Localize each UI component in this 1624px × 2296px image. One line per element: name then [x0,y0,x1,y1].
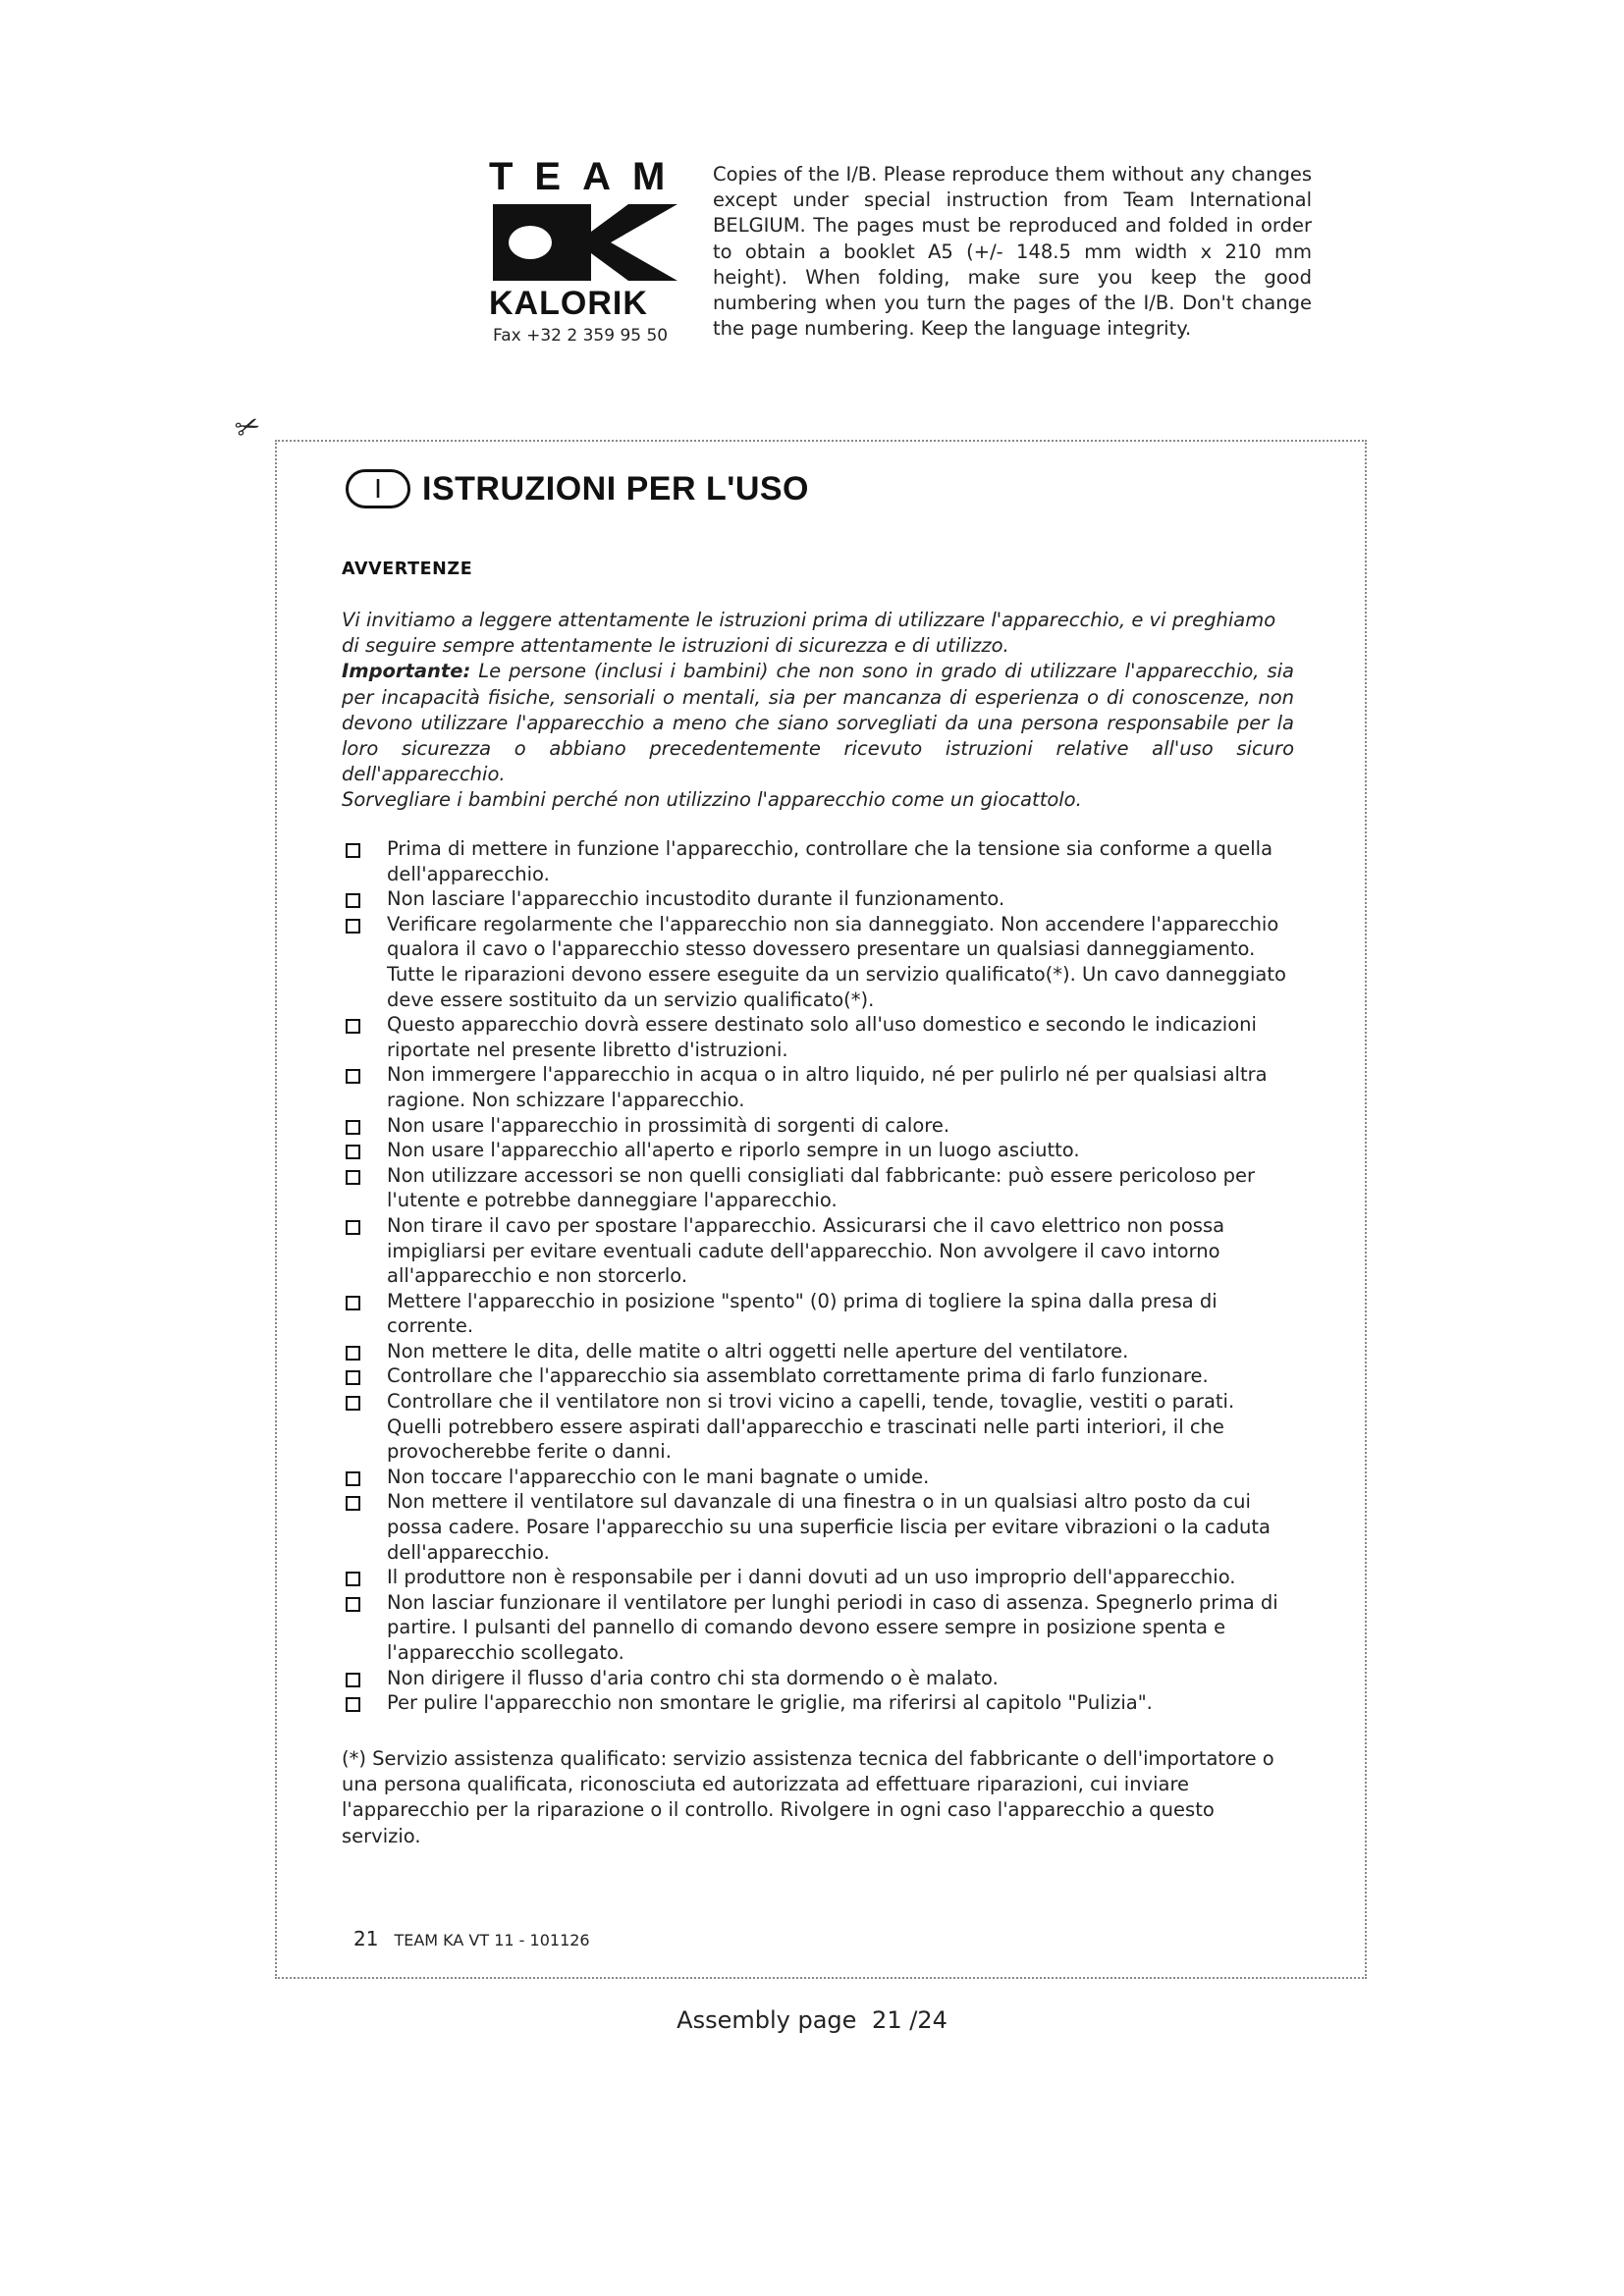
team-kalorik-logo [489,157,685,323]
logo-team-text: TEAM [489,155,687,198]
warning-item: Questo apparecchio dovrà essere destinato solo all'uso domestico e secondo le indicazioni riportate nel presente libretto d'istruzioni. [342,1012,1294,1062]
language-badge: I [346,469,410,508]
page-title: ISTRUZIONI PER L'USO [422,469,809,507]
intro-paragraph: Vi invitiamo a leggere attentamente le istruzioni prima di utilizzare l'apparecchio, e vi preghiamo di seguire sempre attentamente le istruzioni di sicurezza e di utilizzo. [342,609,1276,658]
warning-item: Non immergere l'apparecchio in acqua o in altro liquido, né per pulirlo né per qualsiasi altra ragione. Non schizzare l'apparecchio. [342,1062,1294,1112]
warning-item: Mettere l'apparecchio in posizione "spento" (0) prima di togliere la spina dalla presa di corrente. [342,1289,1294,1339]
page-footer [353,1927,590,1950]
warning-item: Non mettere le dita, delle matite o altri oggetti nelle aperture del ventilatore. [342,1339,1294,1364]
important-label: Importante: [342,660,471,683]
document-reference: TEAM KA VT 11 - 101126 [394,1931,590,1949]
warning-item: Controllare che l'apparecchio sia assemblato correttamente prima di farlo funzionare. [342,1363,1294,1389]
warning-item: Non mettere il ventilatore sul davanzale di una finestra o in un qualsiasi altro posto da cui possa cadere. Posare l'apparecchio su una superficie liscia per evitare vibrazioni o la caduta dell'apparecchio. [342,1489,1294,1565]
children-warning: Sorvegliare i bambini perché non utilizzino l'apparecchio come un giocattolo. [342,788,1082,812]
page-number: 21 [353,1927,379,1950]
warnings-list [342,836,1294,1716]
kalorik-k-mark-icon [493,204,679,281]
assembly-page-label [0,2006,1624,2034]
assembly-value: 21 /24 [872,2006,947,2034]
assembly-label: Assembly page [677,2006,857,2034]
fax-number: Fax +32 2 359 95 50 [493,326,669,346]
intro-text [342,608,1294,814]
warning-item: Non usare l'apparecchio all'aperto e riporlo sempre in un luogo asciutto. [342,1138,1294,1163]
warning-item: Verificare regolarmente che l'apparecchio non sia danneggiato. Non accendere l'apparecchio qualora il cavo o l'apparecchio stesso dovessero presentare un qualsiasi danneggiamento. Tutte le riparazioni devono essere eseguite da un servizio qualificato(*). Un cavo danneggiato deve essere sostituito da un servizio qualificato(*). [342,912,1294,1012]
service-footnote: (*) Servizio assistenza qualificato: servizio assistenza tecnica del fabbricante o dell'importatore o una persona qualificata, riconosciuta ed autorizzata ad effettuare riparazioni, cui inviare l'apparecchio per la riparazione o il controllo. Rivolgere in ogni caso l'apparecchio a questo servizio. [342,1747,1274,1847]
warning-item: Il produttore non è responsabile per i danni dovuti ad un uso improprio dell'apparecchio. [342,1565,1294,1590]
manual-heading [346,469,809,508]
warning-item: Prima di mettere in funzione l'apparecchio, controllare che la tensione sia conforme a quella dell'apparecchio. [342,836,1294,886]
warning-item: Non lasciar funzionare il ventilatore per lunghi periodi in caso di assenza. Spegnerlo prima di partire. I pulsanti del pannello di comando devono essere sempre in posizione spenta e l'apparecchio scollegato. [342,1590,1294,1666]
section-title: AVVERTENZE [342,560,473,579]
warning-item: Non tirare il cavo per spostare l'apparecchio. Assicurarsi che il cavo elettrico non possa impigliarsi per evitare eventuali cadute dell'apparecchio. Non avvolgere il cavo intorno all'apparecchio e non storcerlo. [342,1213,1294,1289]
important-paragraph [342,659,1294,787]
reproduction-instructions: Copies of the I/B. Please reproduce them without any changes except under special instruction from Team International BELGIUM. The pages must be reproduced and folded in order to obtain a booklet A5 (+/- 148.5 mm width x 210 mm height). When folding, make sure you keep the good numbering when you turn the pages of the I/B. Don't change the page numbering. Keep the language integrity. [713,163,1312,341]
warning-item: Non usare l'apparecchio in prossimità di sorgenti di calore. [342,1113,1294,1139]
warning-item: Non toccare l'apparecchio con le mani bagnate o umide. [342,1465,1294,1490]
warning-item: Controllare che il ventilatore non si trovi vicino a capelli, tende, tovaglie, vestiti o parati. Quelli potrebbero essere aspirati dall'apparecchio e trascinati nelle parti interiori, il che provocherebbe ferite o danni. [342,1389,1294,1465]
warning-item: Per pulire l'apparecchio non smontare le griglie, ma riferirsi al capitolo "Pulizia". [342,1690,1294,1716]
scissors-icon: ✂ [230,406,266,449]
warning-item: Non dirigere il flusso d'aria contro chi sta dormendo o è malato. [342,1666,1294,1691]
logo-kalorik-text: KALORIK [489,285,648,322]
important-text: Le persone (inclusi i bambini) che non sono in grado di utilizzare l'apparecchio, sia per incapacità fisiche, sensoriali o mentali, sia per mancanza di esperienza o di conoscenze, non devono utilizzare l'apparecchio a meno che siano sorvegliati da una persona responsabile per la loro sicurezza o abbiano precedentemente ricevuto istruzioni relative all'uso sicuro dell'apparecchio. [342,660,1294,786]
warning-item: Non utilizzare accessori se non quelli consigliati dal fabbricante: può essere pericoloso per l'utente e potrebbe danneggiare l'apparecchio. [342,1163,1294,1213]
warning-item: Non lasciare l'apparecchio incustodito durante il funzionamento. [342,886,1294,912]
